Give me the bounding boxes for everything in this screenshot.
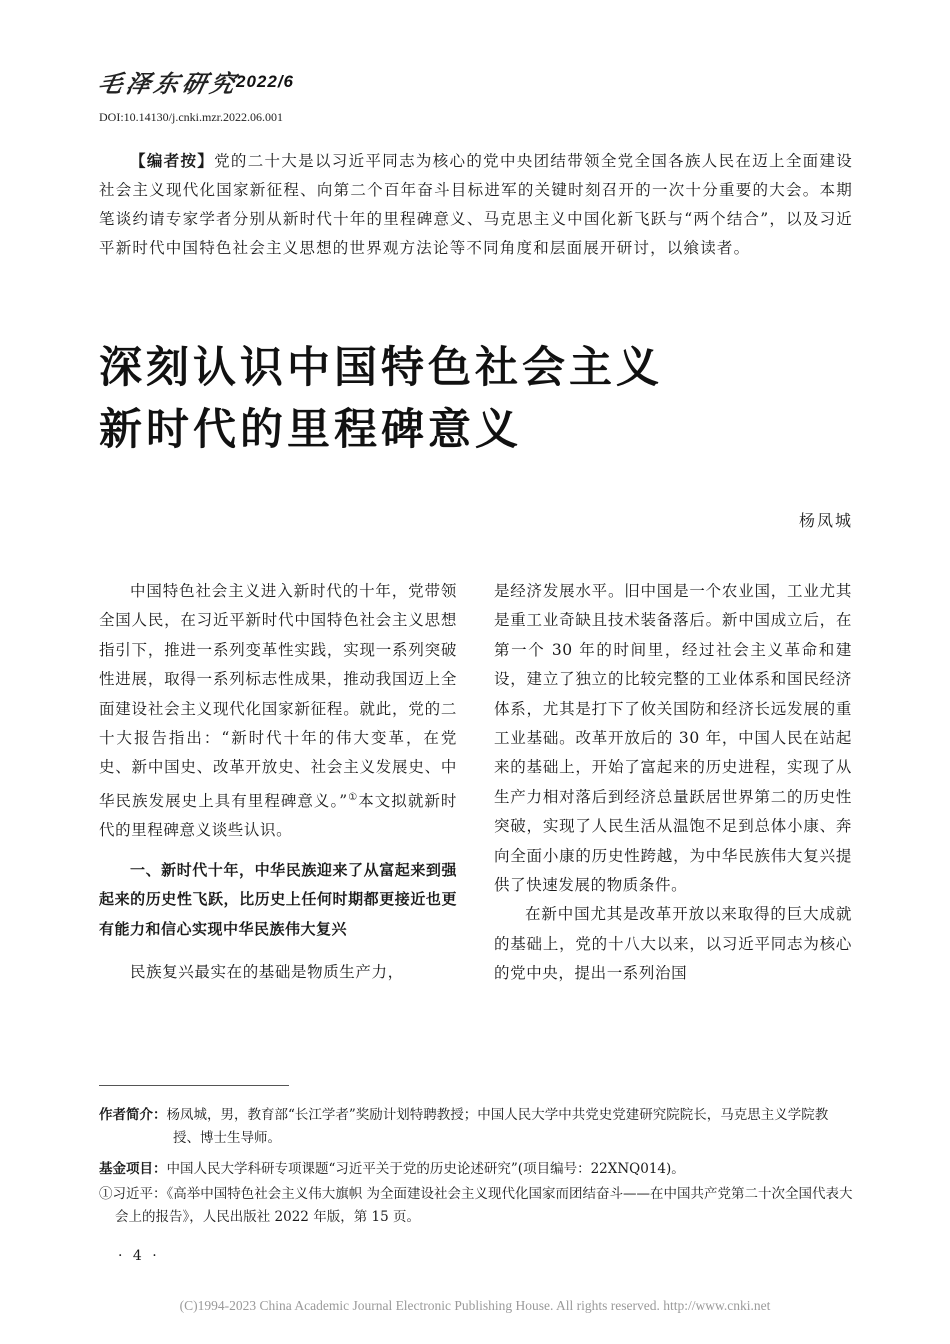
footnote-ref-marker: ① [99, 1186, 113, 1202]
body-paragraph: 民族复兴最实在的基础是物质生产力， [130, 963, 404, 982]
body-paragraph: 在新中国尤其是改革开放以来取得的巨大成就的基础上，党的十八大以来，以习近平同志为核心的党中央，提出一系列治国 [494, 905, 852, 983]
author-bio-text: 杨凤城，男，教育部“长江学者”奖励计划特聘教授；中国人民大学中共党史党建研究院院长，马克思主义学院教授、博士生导师。 [166, 1107, 829, 1146]
author-name: 杨凤城 [798, 511, 853, 530]
footnote-marker: ① [347, 791, 359, 803]
section-heading: 一、新时代十年，中华民族迎来了从富起来到强起来的历史性飞跃，比历史上任何时期都更接近也更有能力和信心实现中华民族伟大复兴 [99, 860, 457, 938]
page-number: · 4 · [118, 1248, 160, 1264]
journal-logo: 毛泽东研究 [95, 69, 242, 98]
article-title [99, 337, 799, 461]
editor-note-text: 党的二十大是以习近平同志为核心的党中央团结带领全党全国各族人民在迈上全面建设社会主义现代化国家新征程、向第二个百年奋斗目标进军的关键时刻召开的一次十分重要的大会。本期笔谈约请专家学者分别从新时代十年的里程碑意义、马克思主义中国化新飞跃与“两个结合”，以及习近平新时代中国特色社会主义思想的世界观方法论等不同角度和层面展开研讨，以飨读者。 [99, 152, 853, 257]
footnote-reference [99, 1183, 855, 1228]
body-column-left [99, 577, 457, 987]
copyright-watermark: (C)1994-2023 China Academic Journal Electronic Publishing House. All rights reserved. http://www.cnki.net [179, 1298, 771, 1313]
doi: DOI:10.14130/j.cnki.mzr.2022.06.001 [99, 110, 283, 124]
body-paragraph: 中国特色社会主义进入新时代的十年，党带领全国人民，在习近平新时代中国特色社会主义思想指引下，推进一系列变革性实践，实现一系列突破性进展，取得一系列标志性成果，推动我国迈上全面建设社会主义现代化国家新征程。就此，党的二十大报告指出：“新时代十年的伟大变革，在党史、新中国史、改革开放史、社会主义发展史、中华民族发展史上具有里程碑意义。”①本文拟就新时代的里程碑意义谈些认识。 [99, 582, 457, 840]
funding-note [99, 1158, 855, 1181]
article-title-line1: 深刻认识中国特色社会主义 [99, 343, 663, 393]
funding-text: 中国人民大学科研专项课题“习近平关于党的历史论述研究”(项目编号：22XNQ014)。 [166, 1161, 685, 1177]
author-bio-label: 作者简介： [99, 1107, 167, 1123]
body-column-right [494, 577, 852, 989]
issue-number: 2022/6 [236, 72, 294, 91]
funding-label: 基金项目： [99, 1161, 167, 1177]
editor-note-label: 【编者按】 [130, 151, 215, 170]
editor-note [99, 146, 853, 263]
article-title-line2: 新时代的里程碑意义 [99, 405, 522, 455]
author-bio [99, 1104, 855, 1149]
body-paragraph: 是经济发展水平。旧中国是一个农业国，工业尤其是重工业奇缺且技术装备落后。新中国成立后，在第一个 30 年的时间里，经过社会主义革命和建设，建立了独立的比较完整的工业体系和国民经济体系，尤其是打下了攸关国防和经济长远发展的重工业基础。改革开放后的 30 年，中国人民在站起来的基础上，开始了富起来的历史进程，实现了从生产力相对落后到经济总量跃居世界第二的历史性突破，实现了人民生活从温饱不足到总体小康、奔向全面小康的历史性跨越，为中华民族伟大复兴提供了快速发展的物质条件。 [494, 582, 852, 895]
footnote-divider [99, 1085, 289, 1086]
footnote-ref-text: 习近平：《高举中国特色社会主义伟大旗帜 为全面建设社会主义现代化国家而团结奋斗——在中国共产党第二十次全国代表大会上的报告》，人民出版社 2022 年版，第 15 页。 [112, 1186, 853, 1225]
